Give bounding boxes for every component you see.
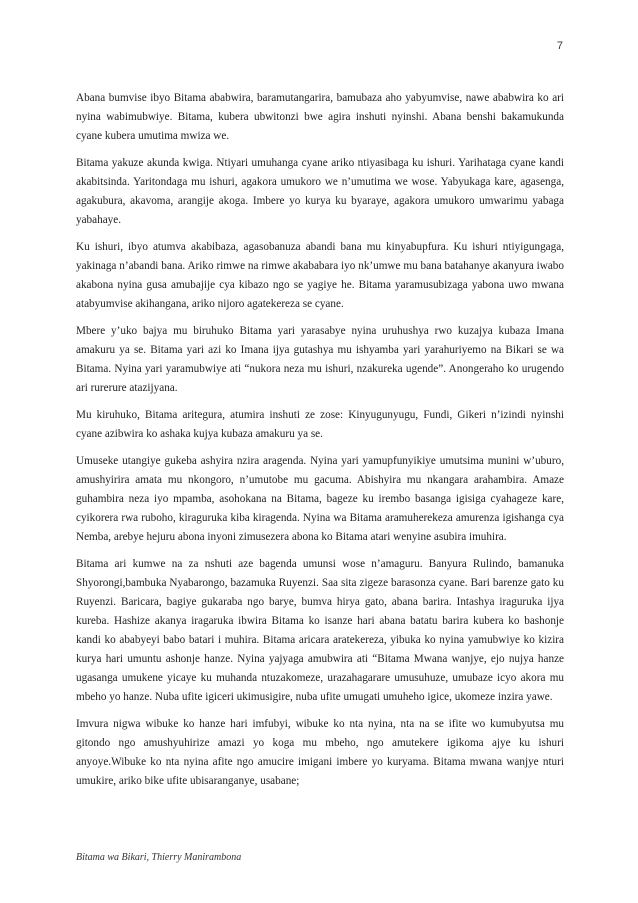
paragraph-8: Imvura nigwa wibuke ko hanze hari imfubyi, wibuke ko nta nyina, nta na se ifite wo kumubyutsa mu gitondo ngo amushyuhirize amazi yo koga mu mbeho, ngo amutekere igikoma ajye ku ishuri anyoye.Wibuke ko nta nyina afite ngo amucire imigani imbere yo kuryama. Bitama mwana wanjye nturi umukire, ariko bike ufite ubisaranganye, usabane; <box>76 718 564 787</box>
paragraph-1: Abana bumvise ibyo Bitama ababwira, baramutangarira, bamubaza aho yabyumvise, nawe ababwira ko ari nyina wabimubwiye. Bitama, kubera ubwitonzi bwe agira inshuti nyinshi. Abana benshi bakamukunda cyane kubera umutima mwiza we. <box>76 92 564 142</box>
body-text <box>76 89 564 799</box>
paragraph-6: Umuseke utangiye gukeba ashyira nzira aragenda. Nyina yari yamupfunyikiye umutsima munini w’uburo, amushyirira amata mu nkongoro, n’umutobe mu gacuma. Abishyira mu nkangara arahambira. Amaze guhambira neza iyo mpamba, asohokana na Bitama, bageze ku irembo basanga igisiga cyahageze kare, cyikorera rwa ruboho, kiraguruka kiba kiragenda. Nyina wa Bitama aramuherekeza amurenza igishanga cya Nemba, arebye hejuru abona inyoni zimusezera abona ko Bitama atari wenyine asubira imuhira. <box>76 455 564 543</box>
paragraph-4: Mbere y’uko bajya mu biruhuko Bitama yari yarasabye nyina uruhushya rwo kuzajya kubaza Imana amakuru ya se. Bitama yari azi ko Imana ijya gutashya mu ishyamba yari yarahuriyemo na Bikari se wa Bitama. Nyina yari yaramubwiye ati “nukora neza mu ishuri, nzakureka ugende”. Anongeraho ko urugendo ari rurerure atazijyana. <box>76 325 564 394</box>
paragraph-5: Mu kiruhuko, Bitama aritegura, atumira inshuti ze zose: Kinyugunyugu, Fundi, Gikeri n’izindi nyinshi cyane azibwira ko ashaka kujya kubaza amakuru ya se. <box>76 409 564 440</box>
paragraph-7: Bitama ari kumwe na za nshuti aze bagenda umunsi wose n’amaguru. Banyura Rulindo, bamanuka Shyorongi,bambuka Nyabarongo, bazamuka Ruyenzi. Saa sita zigeze barasonza cyane. Bari barenze gato ku Ruyenzi. Baricara, bagiye gukaraba ngo barye, bumva hirya gato, abana barira. Intashya iraguruka ijya kureba. Hashize akanya iragaruka ibwira Bitama ko isanze hari abana batatu barira kubera ko bashonje kandi ko ababyeyi babo batari i muhira. Bitama aricara aratekereza, yibuka ko nyina yamubwiye ko kizira kurya hari umuntu ashonje hanze. Nyina yajyaga amubwira ati “Bitama Mwana wanjye, ejo nujya hanze ugasanga umukene yicaye ku muhanda ntuzakomeze, urazahagarare umusuhuze, umubaze icyo akora mu mbeho yo hanze. Nuba ufite igiceri ukimusigire, nuba ufite umugati umuheho igice, ukomeze inzira yawe. <box>76 558 564 703</box>
page-number: 7 <box>556 40 563 52</box>
paragraph-2: Bitama yakuze akunda kwiga. Ntiyari umuhanga cyane ariko ntiyasibaga ku ishuri. Yarihataga cyane kandi akabitsinda. Yaritondaga mu ishuri, agakora umukoro we n’umutima we wose. Yabyukaga kare, agasenga, agakubura, akavoma, arangije akoga. Imbere yo kurya ku byaraye, agakora umukoro umwarimu yabaga yabahaye. <box>76 157 564 226</box>
page-footer: Bitama wa Bikari, Thierry Manirambona <box>76 852 242 863</box>
paragraph-3: Ku ishuri, ibyo atumva akabibaza, agasobanuza abandi bana mu kinyabupfura. Ku ishuri ntiyigungaga, yakinaga n’abandi bana. Ariko rimwe na rimwe akababara iyo nk’umwe mu bana batahanye akanyura iwabo akabona nyina gusa amubajije cya kibazo ngo se yagiye he. Bitama yaramusubizaga yabona uwo mwana atabyumvise akihangana, ariko nijoro agatekereza se cyane. <box>76 241 564 310</box>
